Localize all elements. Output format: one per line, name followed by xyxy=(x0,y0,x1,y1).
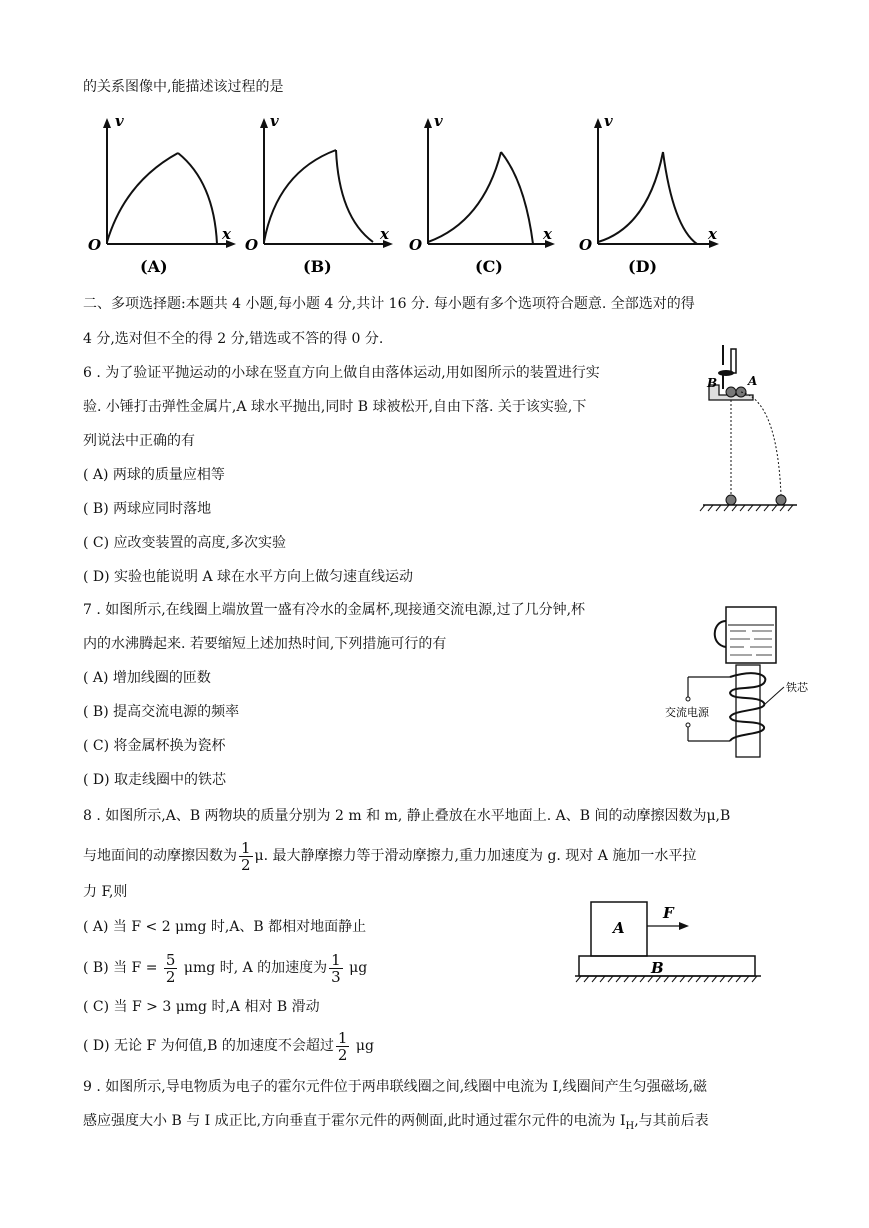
graph-c-v-label: v xyxy=(434,112,443,130)
graph-b-label: (B) xyxy=(303,257,332,276)
q8-option-d-pre: ( D) 无论 F 为何值,B 的加速度不会超过 xyxy=(83,1038,334,1054)
q8-force-label: F xyxy=(663,904,674,922)
q8-line2 xyxy=(83,838,696,874)
graph-b xyxy=(237,112,397,280)
graph-b-origin: O xyxy=(245,236,259,254)
q8-frac-num: 1 xyxy=(241,838,251,857)
q8-line3: 力 F,则 xyxy=(83,884,128,900)
q6-line3: 列说法中正确的有 xyxy=(83,433,195,449)
graph-a xyxy=(80,112,240,280)
graph-c-origin: O xyxy=(409,236,423,254)
graph-b-x-label: x xyxy=(380,225,389,243)
q8-option-d-post: μg xyxy=(351,1038,374,1054)
graph-d-origin: O xyxy=(579,236,593,254)
q9-line1: 9 . 如图所示,导电物质为电子的霍尔元件位于两串联线圈之间,线圈中电流为 I,线圈间产生匀强磁场,磁 xyxy=(83,1079,708,1095)
graph-b-v-label: v xyxy=(270,112,279,130)
graph-d-label: (D) xyxy=(628,257,658,276)
q9-line2-pre: 感应强度大小 B 与 I 成正比,方向垂直于霍尔元件的两侧面,此时通过霍尔元件的电流为 I xyxy=(83,1113,626,1129)
q8-block-b-label: B xyxy=(651,959,664,977)
q8-option-b-frac1-den: 2 xyxy=(165,967,176,986)
q6-option-b: ( B) 两球应同时落地 xyxy=(83,501,212,517)
q7-option-a: ( A) 增加线圈的匝数 xyxy=(83,670,211,686)
graph-c-x-label: x xyxy=(543,225,552,243)
q8-option-b-frac2 xyxy=(329,952,343,985)
q9-line2-post: ,与其前后表 xyxy=(634,1113,709,1129)
q7-iron-core-label: 铁芯 xyxy=(786,681,808,694)
q9-line2-sub: H xyxy=(625,1120,635,1132)
q7-coil-figure xyxy=(660,605,820,760)
q9-line2 xyxy=(83,1111,709,1137)
q6-line2: 验. 小锤打击弹性金属片,A 球水平抛出,同时 B 球被松开,自由下落. 关于该实验,下 xyxy=(83,399,587,415)
graph-a-label: (A) xyxy=(140,257,168,276)
q8-option-c: ( C) 当 F > 3 μmg 时,A 相对 B 滑动 xyxy=(83,999,320,1015)
q8-option-b-mid: μmg 时, A 的加速度为 xyxy=(179,960,328,976)
q6-option-d: ( D) 实验也能说明 A 球在水平方向上做匀速直线运动 xyxy=(83,569,414,585)
q8-option-b xyxy=(83,950,367,986)
q8-friction-fraction xyxy=(239,840,253,873)
graph-c xyxy=(403,112,563,280)
graph-a-x-label: x xyxy=(222,225,231,243)
q8-blocks-figure xyxy=(575,898,765,983)
q8-option-b-pre: ( B) 当 F = xyxy=(83,960,162,976)
q7-line2: 内的水沸腾起来. 若要缩短上述加热时间,下列措施可行的有 xyxy=(83,636,447,652)
q8-option-a: ( A) 当 F < 2 μmg 时,A、B 都相对地面静止 xyxy=(83,919,367,935)
q8-option-d-frac-num: 1 xyxy=(337,1028,348,1047)
q6-apparatus-figure xyxy=(695,345,805,515)
q7-line1: 7 . 如图所示,在线圈上端放置一盛有冷水的金属杯,现接通交流电源,过了几分钟,杯 xyxy=(83,602,586,618)
q7-option-d: ( D) 取走线圈中的铁芯 xyxy=(83,772,227,788)
q8-option-d xyxy=(83,1028,374,1064)
q8-option-b-frac1 xyxy=(164,952,178,985)
q8-line2-pre: 与地面间的动摩擦因数为 xyxy=(83,848,237,864)
intro-line: 的关系图像中,能描述该过程的是 xyxy=(83,79,284,95)
q8-option-d-frac-den: 2 xyxy=(337,1045,348,1064)
q6-option-a: ( A) 两球的质量应相等 xyxy=(83,467,225,483)
q8-option-b-post: μg xyxy=(344,960,368,976)
q7-option-b: ( B) 提高交流电源的频率 xyxy=(83,704,240,720)
q8-option-b-frac1-num: 5 xyxy=(165,950,176,969)
graph-a-v-label: v xyxy=(115,112,124,130)
graph-d xyxy=(573,112,733,280)
q6-ball-a-label: A xyxy=(748,374,758,388)
q8-block-a-label: A xyxy=(613,919,625,937)
q8-frac-den: 2 xyxy=(241,855,251,874)
graph-c-label: (C) xyxy=(475,257,503,276)
q6-line1: 6 . 为了验证平抛运动的小球在竖直方向上做自由落体运动,用如图所示的装置进行实 xyxy=(83,365,600,381)
q8-line2-post: μ. 最大静摩擦力等于滑动摩擦力,重力加速度为 g. 现对 A 施加一水平拉 xyxy=(254,848,697,864)
graph-d-x-label: x xyxy=(708,225,717,243)
graph-d-v-label: v xyxy=(604,112,613,130)
q7-option-c: ( C) 将金属杯换为瓷杯 xyxy=(83,738,226,754)
q7-source-label: 交流电源 xyxy=(665,706,709,719)
section2-line1: 二、多项选择题:本题共 4 小题,每小题 4 分,共计 16 分. 每小题有多个选项符合题意. 全部选对的得 xyxy=(83,296,695,312)
q8-option-d-frac xyxy=(336,1030,350,1063)
q8-line1: 8 . 如图所示,A、B 两物块的质量分别为 2 m 和 m, 静止叠放在水平地面上. A、B 间的动摩擦因数为μ,B xyxy=(83,808,731,824)
q6-ball-b-label: B xyxy=(707,376,718,390)
q8-option-b-frac2-den: 3 xyxy=(331,967,341,986)
q8-option-b-frac2-num: 1 xyxy=(331,950,341,969)
section2-line2: 4 分,选对但不全的得 2 分,错选或不答的得 0 分. xyxy=(83,331,384,347)
q6-option-c: ( C) 应改变装置的高度,多次实验 xyxy=(83,535,286,551)
graph-a-origin: O xyxy=(88,236,102,254)
